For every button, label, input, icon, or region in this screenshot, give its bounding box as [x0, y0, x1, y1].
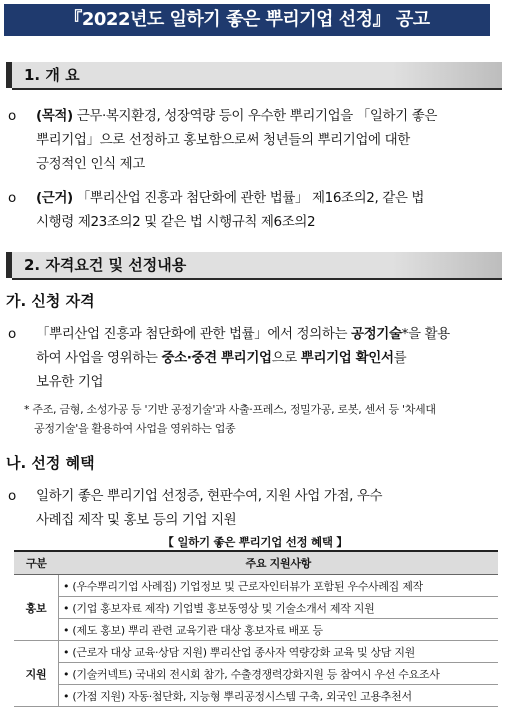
- section-overview-label: 1. 개 요: [24, 66, 80, 84]
- basis-line2: 시행령 제23조의2 및 같은 법 시행규칙 제6조의2: [36, 214, 316, 230]
- table-cell: • (가점 지원) 자동·첨단화, 지능형 뿌리공정시스템 구축, 외국인 고용추천서: [59, 685, 499, 707]
- qual-keyword: 뿌리기업 확인서: [300, 350, 394, 366]
- bullet-icon: o: [8, 108, 16, 124]
- table-row: [14, 575, 498, 597]
- qual-keyword: 공정기술: [351, 326, 402, 342]
- benefit-line1: 일하기 좋은 뿌리기업 선정증, 현판수여, 지원 사업 가점, 우수: [36, 488, 383, 504]
- note-line1: * 주조, 금형, 소성가공 등 '기반 공정기술'과 사출·프레스, 정밀가공, 로봇, 센서 등 '차세대: [24, 403, 436, 416]
- benefit-table: [14, 550, 498, 707]
- table-row: [14, 641, 498, 663]
- column-header: 주요 지원사항: [59, 551, 499, 575]
- bullet-icon: o: [8, 326, 16, 342]
- qualification-paragraph: [8, 322, 486, 394]
- table-cell: • (우수뿌리기업 사례집) 기업정보 및 근로자인터뷰가 포함된 우수사례집 제작: [59, 575, 499, 597]
- category-cell: 지원: [14, 641, 59, 707]
- column-header: 구분: [14, 551, 59, 575]
- table-cell: • (제도 홍보) 뿌리 관련 교육기관 대상 홍보자료 배포 등: [59, 619, 499, 641]
- benefit-heading: 나. 선정 혜택: [6, 454, 95, 472]
- bullet-icon: o: [8, 190, 16, 206]
- basis-line1: 「뿌리산업 진흥과 첨단화에 관한 법률」 제16조의2, 같은 법: [72, 190, 425, 206]
- qual-text: 하여 사업을 영위하는: [36, 350, 162, 366]
- purpose-paragraph: [8, 104, 486, 176]
- table-title: 【 일하기 좋은 뿌리기업 선정 혜택 】: [162, 535, 348, 549]
- table-row: [14, 597, 498, 619]
- basis-tag: (근거): [36, 190, 73, 206]
- table-row: [14, 663, 498, 685]
- benefit-line2: 사례집 제작 및 홍보 등의 기업 지원: [36, 512, 237, 528]
- note-line2: 공정기술'을 활용하여 사업을 영위하는 업종: [34, 422, 236, 435]
- purpose-tag: (목적): [36, 108, 73, 124]
- purpose-line2: 뿌리기업」으로 선정하고 홍보함으로써 청년들의 뿌리기업에 대한: [36, 132, 410, 148]
- table-cell: • (기업 홍보자료 제작) 기업별 홍보동영상 및 기술소개서 제작 지원: [59, 597, 499, 619]
- qual-line3: 보유한 기업: [36, 374, 104, 390]
- category-cell: 홍보: [14, 575, 59, 641]
- bullet-icon: o: [8, 488, 16, 504]
- announcement-title: 『2022년도 일하기 좋은 뿌리기업 선정』 공고: [4, 4, 490, 36]
- table-cell: • (근로자 대상 교육·상담 지원) 뿌리산업 종사자 역량강화 교육 및 상담 지원: [59, 641, 499, 663]
- table-cell: • (기술커넥트) 국내외 전시회 참가, 수출경쟁력강화지원 등 참여시 우선 수요조사: [59, 663, 499, 685]
- benefit-paragraph: [8, 484, 486, 532]
- qual-text: 「뿌리산업 진흥과 첨단화에 관한 법률」에서 정의하는: [36, 326, 352, 342]
- table-row: [14, 685, 498, 707]
- section-qualification-label: 2. 자격요건 및 선정내용: [24, 256, 187, 274]
- qual-text: 으로: [271, 350, 301, 366]
- purpose-line1: 근무·복지환경, 성장역량 등이 우수한 뿌리기업을 「일하기 좋은: [72, 108, 437, 124]
- section-qualification-header: [6, 252, 502, 278]
- purpose-line3: 긍정적인 인식 제고: [36, 156, 145, 172]
- basis-paragraph: [8, 186, 486, 234]
- table-row: [14, 619, 498, 641]
- qual-keyword: 중소·중견 뿌리기업: [161, 350, 272, 366]
- qual-text: *을 활용: [401, 326, 450, 342]
- qual-text: 를: [393, 350, 407, 366]
- qualification-heading: 가. 신청 자격: [6, 292, 95, 310]
- section-overview-header: [6, 62, 502, 88]
- qualification-note: [24, 400, 494, 438]
